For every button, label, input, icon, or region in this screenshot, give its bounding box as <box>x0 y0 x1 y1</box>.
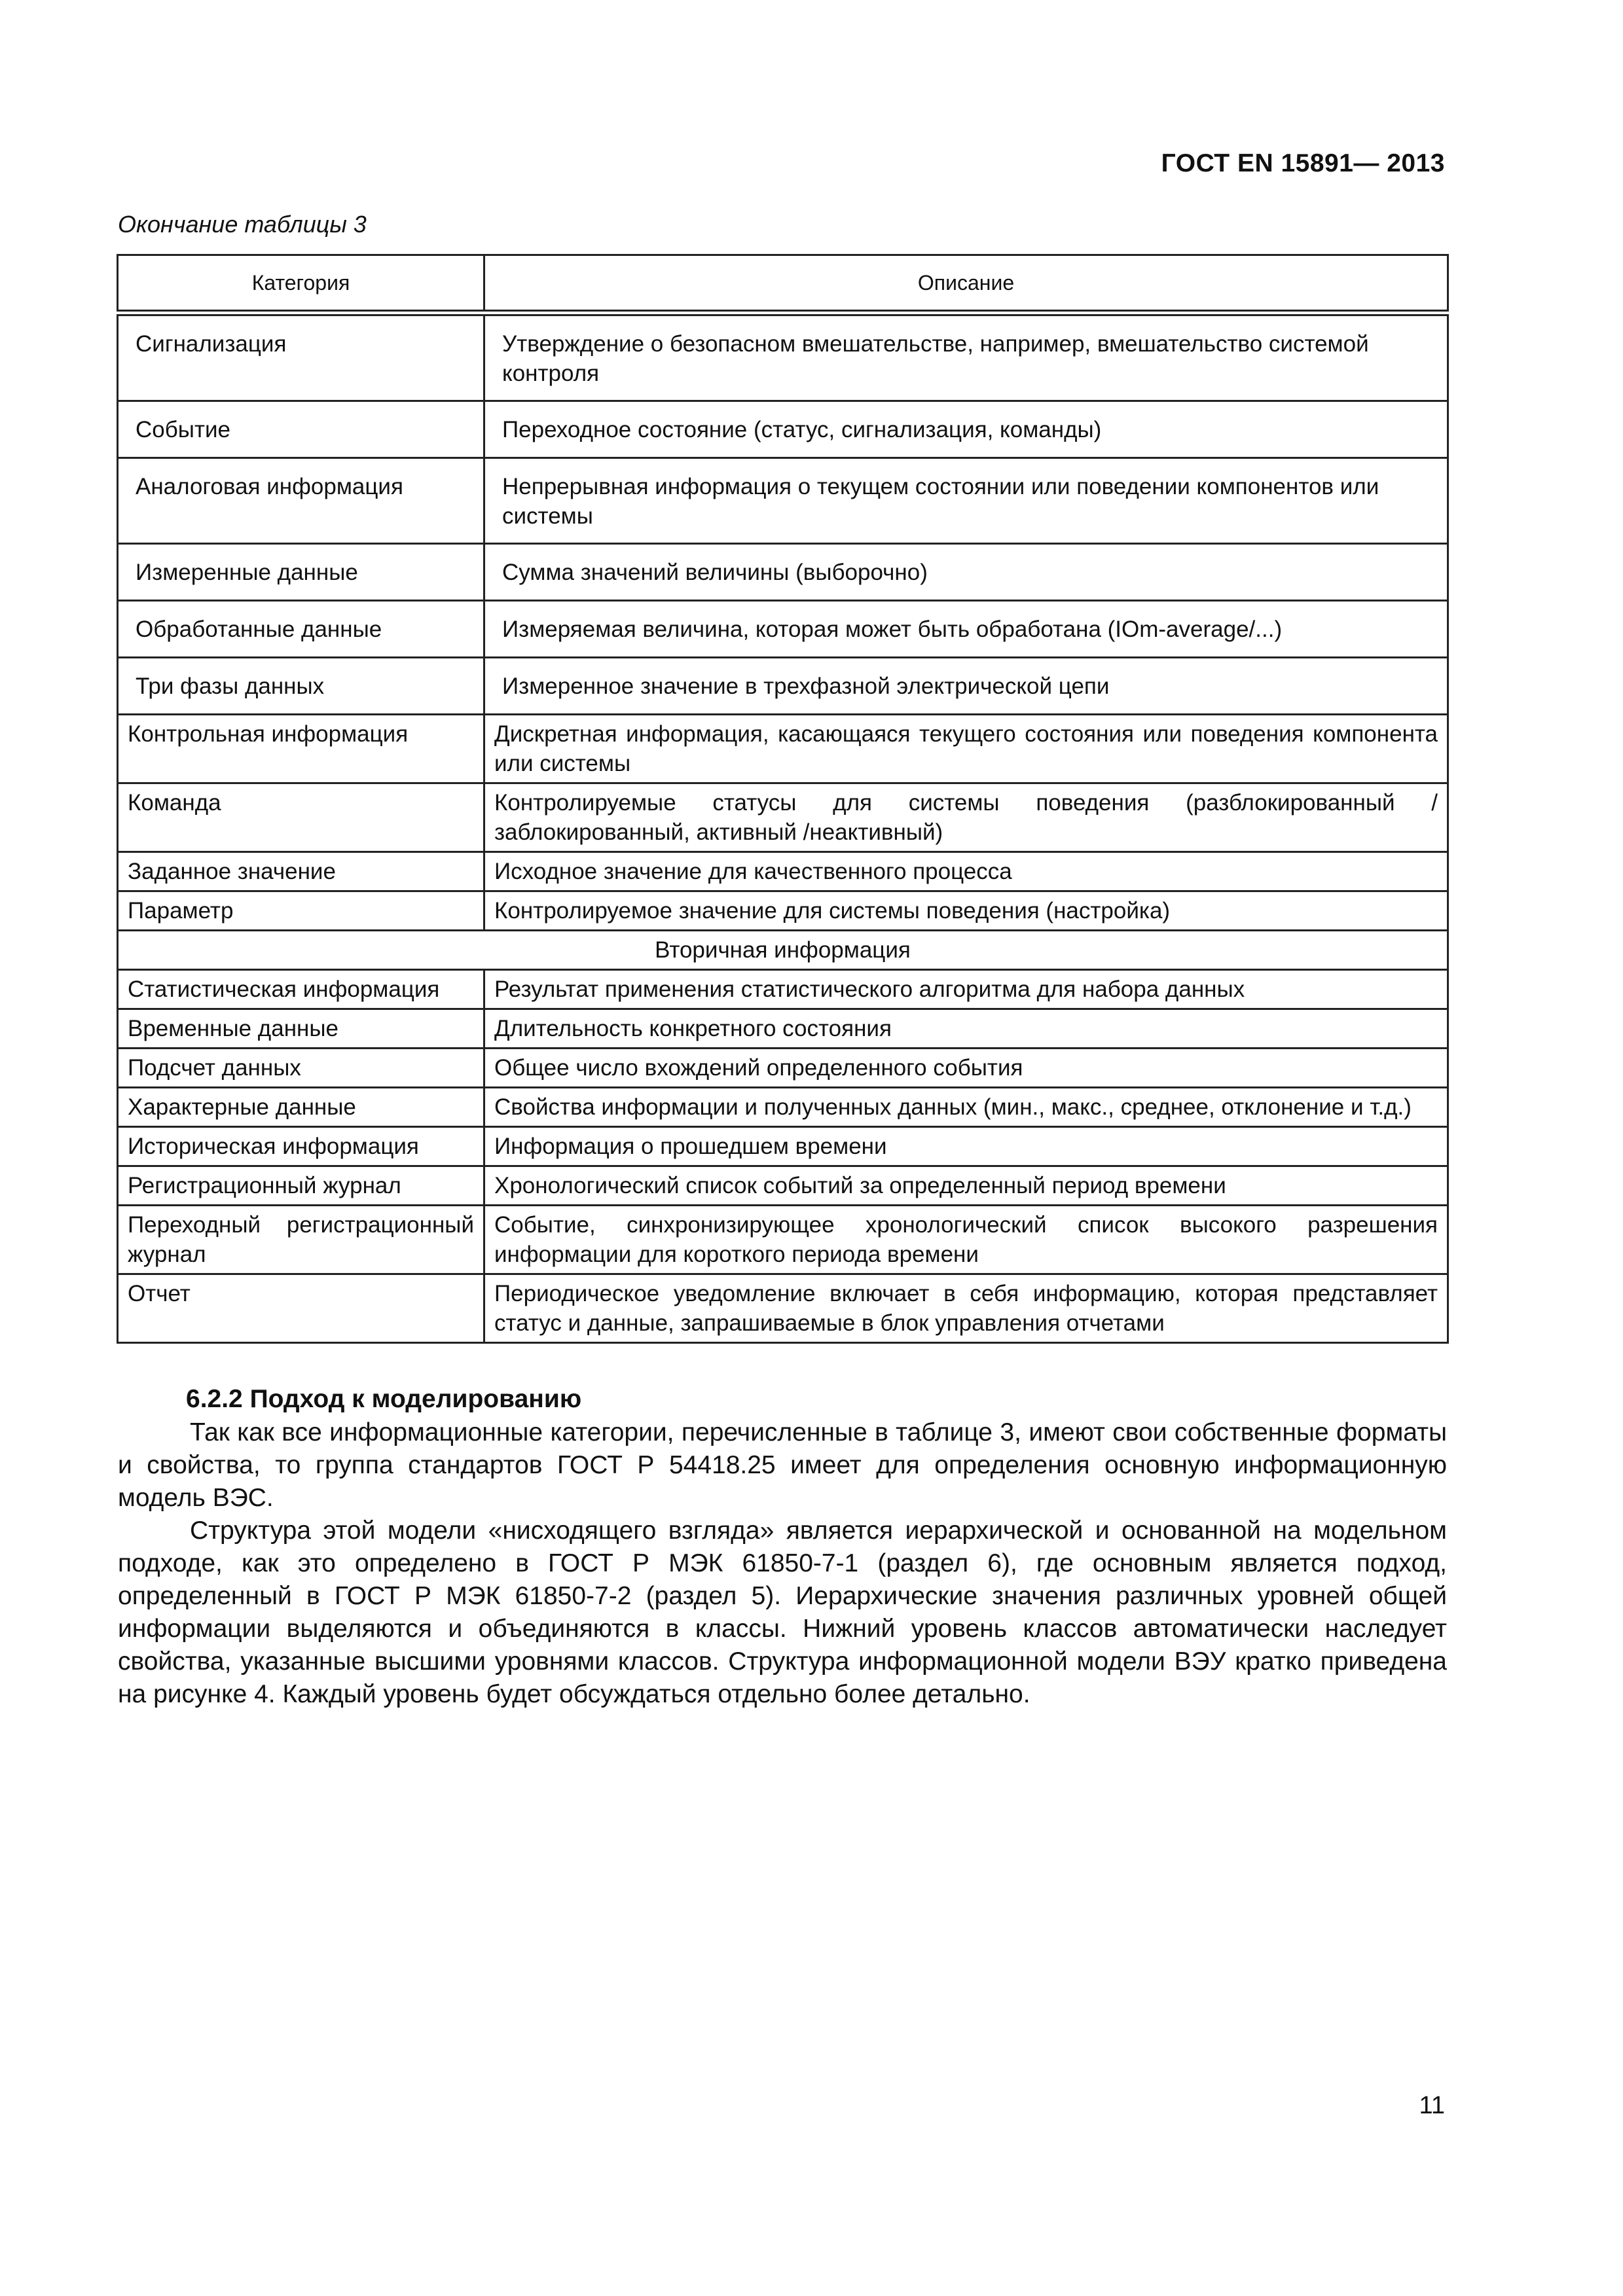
category-cell: Переходный регистрационный журнал <box>118 1206 484 1274</box>
description-cell: Длительность конкретного состояния <box>484 1009 1448 1049</box>
category-cell: Временные данные <box>118 1009 484 1049</box>
category-cell: Характерные данные <box>118 1088 484 1127</box>
category-cell: Сигнализация <box>118 313 484 401</box>
table-row <box>118 313 1448 401</box>
description-cell: Измеряемая величина, которая может быть обработана (IOm-average/...) <box>484 601 1448 658</box>
table-row <box>118 1274 1448 1343</box>
column-header-category: Категория <box>118 255 484 314</box>
category-cell: Регистрационный журнал <box>118 1166 484 1206</box>
category-cell: Историческая информация <box>118 1127 484 1166</box>
description-cell: Контролируемые статусы для системы поведения (разблокированный /заблокированный, активный /неактивный) <box>484 783 1448 852</box>
description-cell: Результат применения статистического алгоритма для набора данных <box>484 970 1448 1009</box>
categories-table <box>117 254 1449 1344</box>
category-cell: Три фазы данных <box>118 658 484 715</box>
section-heading: 6.2.2 Подход к моделированию <box>186 1385 582 1413</box>
description-cell: Контролируемое значение для системы поведения (настройка) <box>484 891 1448 931</box>
column-header-description: Описание <box>484 255 1448 314</box>
table-header-row <box>118 255 1448 314</box>
table-row <box>118 970 1448 1009</box>
table-row <box>118 852 1448 891</box>
table-row <box>118 458 1448 544</box>
category-cell: Подсчет данных <box>118 1049 484 1088</box>
description-cell: Непрерывная информация о текущем состоянии или поведении компонентов или системы <box>484 458 1448 544</box>
description-cell: Информация о прошедшем времени <box>484 1127 1448 1166</box>
description-cell: Общее число вхождений определенного события <box>484 1049 1448 1088</box>
table-row <box>118 891 1448 931</box>
table-row <box>118 1166 1448 1206</box>
table-row <box>118 715 1448 783</box>
description-cell: Событие, синхронизирующее хронологический список высокого разрешения информации для короткого периода времени <box>484 1206 1448 1274</box>
standard-code: ГОСТ EN 15891— 2013 <box>1161 149 1445 177</box>
description-cell: Периодическое уведомление включает в себя информацию, которая представляет статус и данные, запрашиваемые в блок управления отчетами <box>484 1274 1448 1343</box>
category-cell: Заданное значение <box>118 852 484 891</box>
description-cell: Свойства информации и полученных данных (мин., макс., среднее, отклонение и т.д.) <box>484 1088 1448 1127</box>
description-cell: Переходное состояние (статус, сигнализация, команды) <box>484 401 1448 458</box>
category-cell: Статистическая информация <box>118 970 484 1009</box>
description-cell: Измеренное значение в трехфазной электрической цепи <box>484 658 1448 715</box>
section-row-secondary <box>118 931 1448 970</box>
table-row <box>118 1127 1448 1166</box>
table-row <box>118 1049 1448 1088</box>
table-row <box>118 783 1448 852</box>
table-row <box>118 601 1448 658</box>
category-cell: Измеренные данные <box>118 544 484 601</box>
description-cell: Утверждение о безопасном вмешательстве, например, вмешательство системой контроля <box>484 313 1448 401</box>
table-row <box>118 1009 1448 1049</box>
table-caption: Окончание таблицы 3 <box>118 211 367 238</box>
page-number: 11 <box>1419 2092 1445 2119</box>
category-cell: Контрольная информация <box>118 715 484 783</box>
description-cell: Дискретная информация, касающаяся текущего состояния или поведения компонента или системы <box>484 715 1448 783</box>
table-row <box>118 401 1448 458</box>
description-cell: Исходное значение для качественного процесса <box>484 852 1448 891</box>
paragraph: Так как все информационные категории, перечисленные в таблице 3, имеют свои собственные форматы и свойства, то группа стандартов ГОСТ Р 54418.25 имеет для определения основную информационную модель ВЭС. <box>118 1418 1447 1512</box>
table-row <box>118 658 1448 715</box>
category-cell: Отчет <box>118 1274 484 1343</box>
category-cell: Обработанные данные <box>118 601 484 658</box>
table-row <box>118 1206 1448 1274</box>
section-body <box>118 1382 1447 1711</box>
category-cell: Параметр <box>118 891 484 931</box>
paragraph: Структура этой модели «нисходящего взгляда» является иерархической и основанной на модельном подходе, как это определено в ГОСТ Р МЭК 61850-7-1 (раздел 6), где основным является подход, определенный в ГОСТ Р МЭК 61850-7-2 (раздел 5). Иерархические значения различных уровней общей информации выделяются и объединяются в классы. Нижний уровень классов автоматически наследует свойства, указанные высшими уровнями классов. Структура информационной модели ВЭУ кратко приведена на рисунке 4. Каждый уровень будет обсуждаться отдельно более детально. <box>118 1516 1447 1708</box>
category-cell: Аналоговая информация <box>118 458 484 544</box>
table-row <box>118 544 1448 601</box>
description-cell: Сумма значений величины (выборочно) <box>484 544 1448 601</box>
category-cell: Событие <box>118 401 484 458</box>
section-title-secondary: Вторичная информация <box>118 931 1448 970</box>
category-cell: Команда <box>118 783 484 852</box>
description-cell: Хронологический список событий за определенный период времени <box>484 1166 1448 1206</box>
table-row <box>118 1088 1448 1127</box>
